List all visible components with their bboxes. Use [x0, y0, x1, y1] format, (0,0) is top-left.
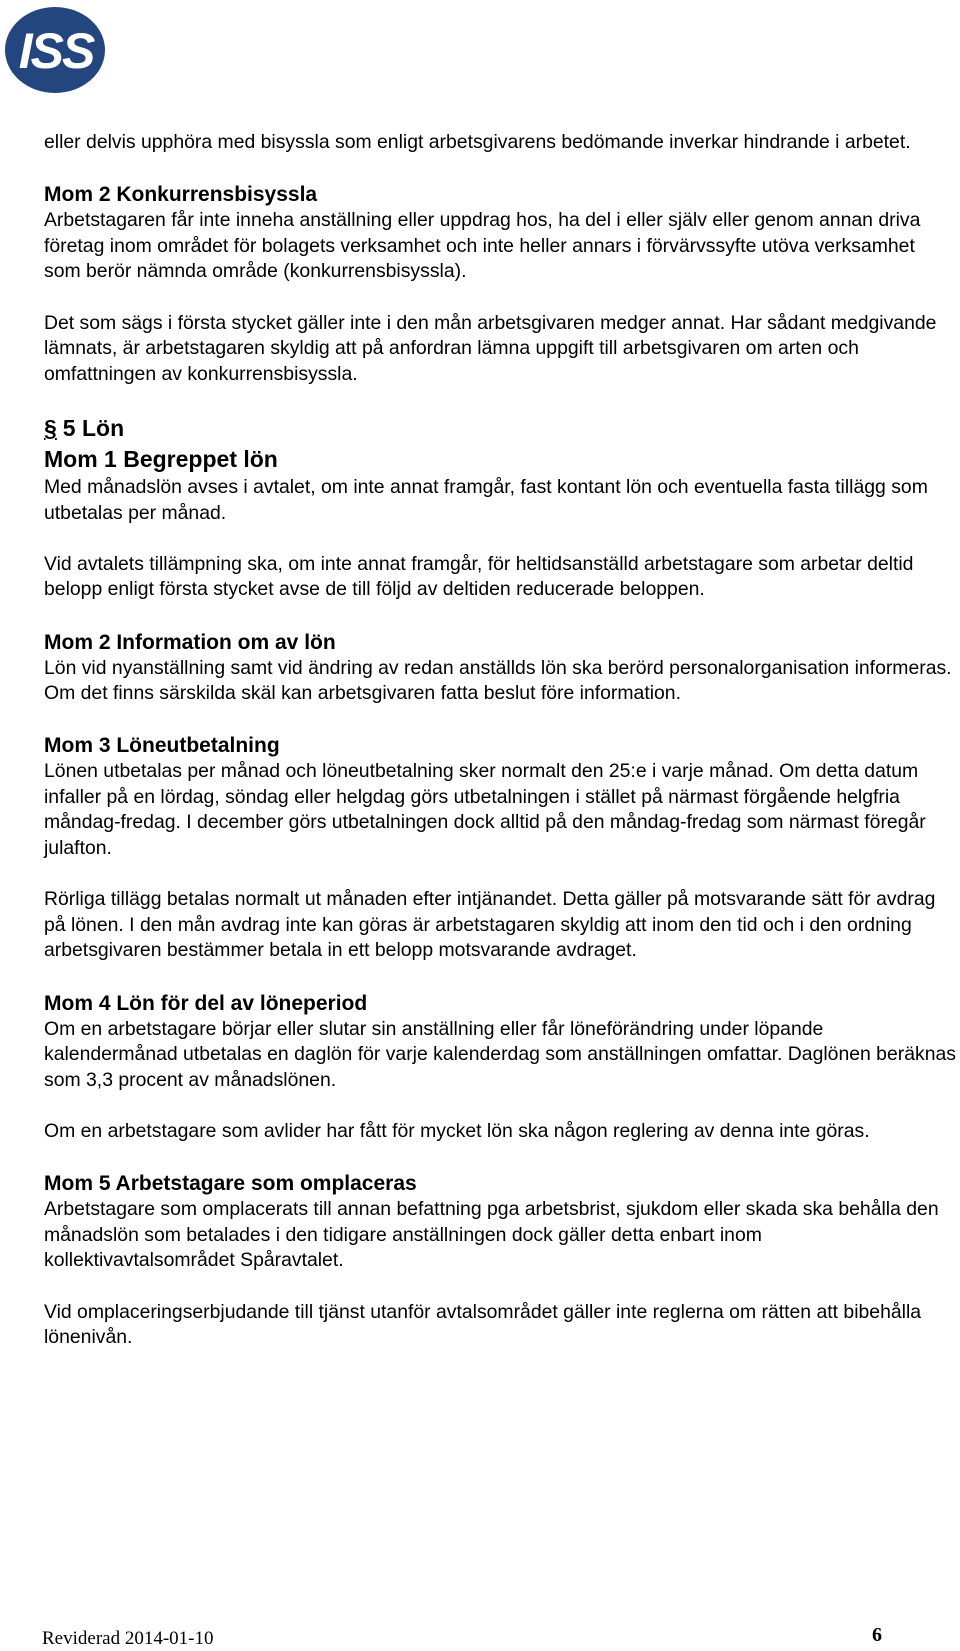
iss-logo-mark — [3, 4, 107, 96]
iss-logo — [3, 4, 107, 96]
paragraph-mom1-2: Vid avtalets tillämpning ska, om inte annat framgår, för heltidsanställd arbetstagare som arbetar deltid belopp enligt första stycket avse de till följd av deltiden reducerade beloppen. — [44, 552, 914, 601]
logo-text: ISS — [18, 23, 94, 79]
paragraph-mom5-1: Arbetstagare som omplacerats till annan befattning pga arbetsbrist, sjukdom eller skada ska behålla den månadslön som betalades i den tidigare anställningen dock gäller detta enbart inom kollektivavtalsområdet Spåravtalet. — [44, 1198, 939, 1272]
paragraph-mom2-1: Arbetstagaren får inte inneha anställning eller uppdrag hos, ha del i eller själv eller genom annan driva företag inom området för bolagets verksamhet och inte heller annars i förvärvssyfte utöva verksamhet som berör nämnda område (konkurrensbisyssla). — [44, 209, 921, 283]
paragraph-mom5-2: Vid omplaceringserbjudande till tjänst utanför avtalsområdet gäller inte reglerna om rätten att bibehålla lönenivån. — [44, 1300, 922, 1349]
heading-mom3-loneutbetalning: Mom 3 Löneutbetalning — [44, 734, 280, 758]
section-sign: § — [44, 414, 57, 441]
paragraph-mom4-2: Om en arbetstagare som avlider har fått för mycket lön ska någon reglering av denna inte göras. — [44, 1120, 870, 1142]
paragraph-s5-mom2-1: Lön vid nyanställning samt vid ändring av redan anställds lön ska berörd personalorganisation informeras. Om det finns särskilda skäl kan arbetsgivaren fatta beslut före information. — [44, 656, 952, 705]
document-body — [44, 130, 956, 1351]
heading-mom5-omplaceras: Mom 5 Arbetstagare som omplaceras — [44, 1172, 417, 1196]
paragraph-mom3-1: Lönen utbetalas per månad och löneutbetalning sker normalt den 25:e i varje månad. Om detta datum infaller på en lördag, söndag eller helgdag görs utbetalningen i stället på närmast förgående helgfria måndag-fredag. I december görs utbetalningen dock alltid på den måndag-fredag som närmast föregår julafton. — [44, 760, 926, 860]
heading-mom4-lon-del-av-loneperiod: Mom 4 Lön för del av löneperiod — [44, 991, 368, 1015]
footer-page-number: 6 — [872, 1624, 882, 1646]
section-5-title: 5 Lön — [62, 414, 125, 441]
footer-revised-date: Reviderad 2014-01-10 — [42, 1628, 214, 1649]
paragraph-mom3-2: Rörliga tillägg betalas normalt ut månaden efter intjänandet. Detta gäller på motsvarande sätt för avdrag på lönen. I den mån avdrag inte kan göras är arbetstagaren skyldig att inom den tid och i den ordning arbetsgivaren bestämmer betala in ett belopp motsvarande avdraget. — [44, 888, 936, 962]
heading-mom2-konkurrensbisyssla: Mom 2 Konkurrensbisyssla — [44, 183, 318, 207]
paragraph-mom2-2: Det som sägs i första stycket gäller inte i den mån arbetsgivaren medger annat. Har sådant medgivande lämnats, är arbetstagaren skyldig att på anfordran lämna uppgift till arbetsgivaren om arten och omfattningen av konkurrensbisyssla. — [44, 311, 937, 385]
paragraph-mom4-1: Om en arbetstagare börjar eller slutar sin anställning eller får löneförändring under löpande kalendermånad utbetalas en daglön för varje kalenderdag som anställningen omfattar. Daglönen beräknas som 3,3 procent av månadslönen. — [44, 1017, 956, 1091]
heading-mom1-begreppet-lon: Mom 1 Begreppet lön — [44, 445, 278, 472]
paragraph-mom1-1: Med månadslön avses i avtalet, om inte annat framgår, fast kontant lön och eventuella fasta tillägg som utbetalas per månad. — [44, 475, 928, 524]
section-5-heading — [44, 413, 956, 444]
heading-mom2-information: Mom 2 Information om av lön — [44, 630, 336, 654]
paragraph-continued: eller delvis upphöra med bisyssla som enligt arbetsgivarens bedömande inverkar hindrande i arbetet. — [44, 131, 911, 153]
